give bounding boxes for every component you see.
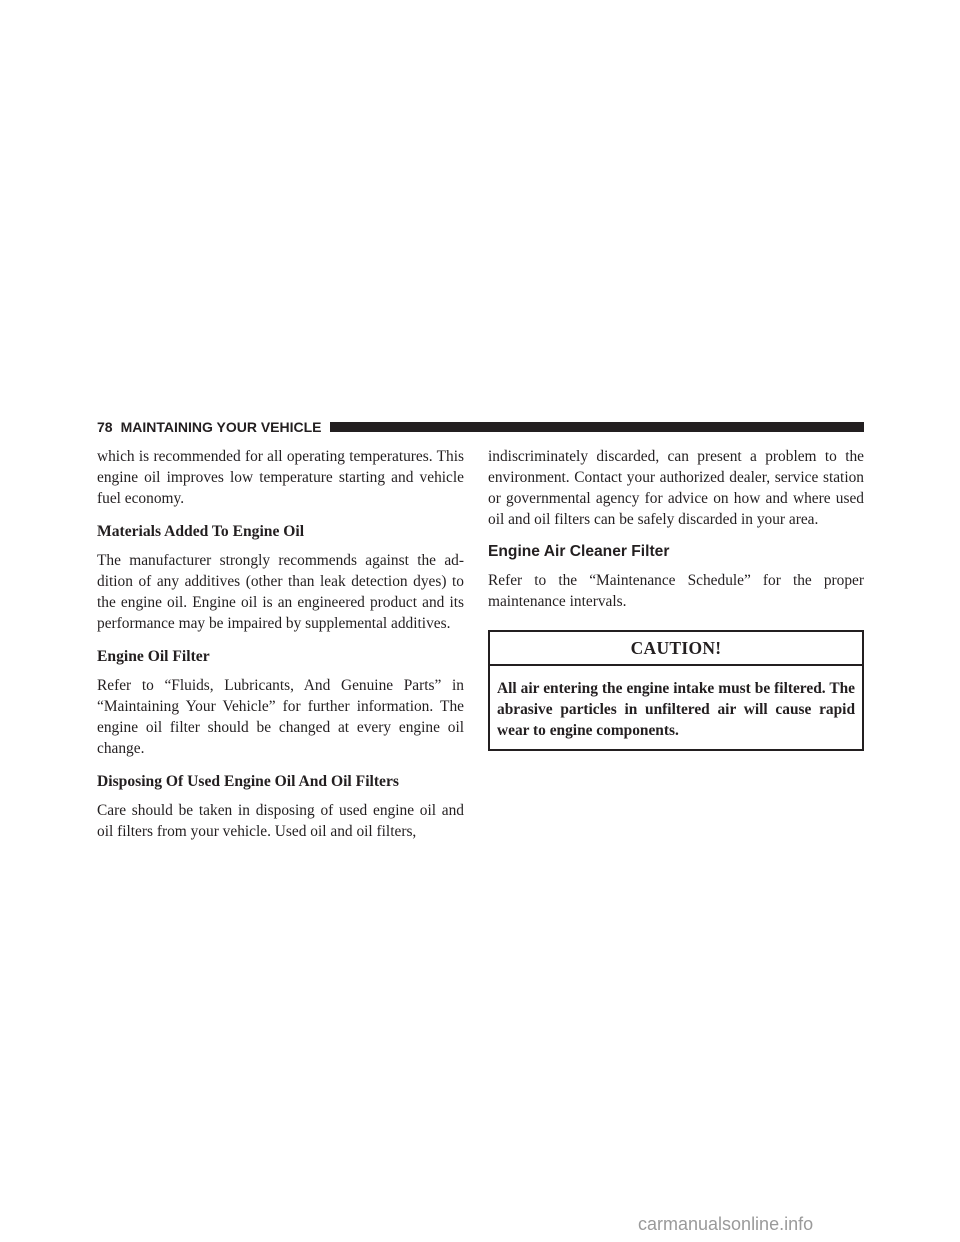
air-filter-paragraph: Refer to the “Maintenance Schedule” for the proper maintenance intervals. bbox=[488, 572, 864, 610]
page-number: 78 bbox=[97, 419, 113, 435]
header-rule bbox=[330, 422, 864, 432]
left-column bbox=[97, 446, 464, 842]
air-filter-heading: Engine Air Cleaner Filter bbox=[488, 543, 670, 560]
materials-heading: Materials Added To Engine Oil bbox=[97, 523, 305, 540]
intro-paragraph: which is recommended for all operating temperatures. This engine oil improves low temperature starting and vehicle fuel economy. bbox=[97, 448, 464, 507]
right-column bbox=[488, 446, 864, 751]
section-title: MAINTAINING YOUR VEHICLE bbox=[120, 419, 322, 435]
disposing-heading: Disposing Of Used Engine Oil And Oil Filters bbox=[97, 773, 399, 790]
watermark: carmanualsonline.info bbox=[638, 1214, 814, 1234]
continued-paragraph: indiscriminately discarded, can present a problem to the environment. Contact your authorized dealer, service station or governmental agency for advice on how and where used oil and oil filters can be safely discarded in your area. bbox=[488, 448, 864, 528]
caution-title: CAUTION! bbox=[490, 632, 862, 666]
page-header bbox=[97, 416, 864, 438]
caution-text: All air entering the engine intake must be filtered. The abrasive particles in unfiltered air will cause rapid wear to engine components. bbox=[497, 680, 855, 739]
caution-box bbox=[488, 630, 864, 751]
filter-heading: Engine Oil Filter bbox=[97, 648, 210, 665]
materials-paragraph: The manufacturer strongly recommends against the addition of any additives (other than leak detection dyes) to the engine oil. Engine oil is an engineered product and its performance may be impaired by supplemental additives. bbox=[97, 552, 464, 632]
filter-paragraph: Refer to “Fluids, Lubricants, And Genuine Parts” in “Maintaining Your Vehicle” for further information. The engine oil filter should be changed at every engine oil change. bbox=[97, 677, 464, 757]
disposing-paragraph: Care should be taken in disposing of used engine oil and oil filters from your vehicle. Used oil and oil filters, bbox=[97, 802, 464, 840]
